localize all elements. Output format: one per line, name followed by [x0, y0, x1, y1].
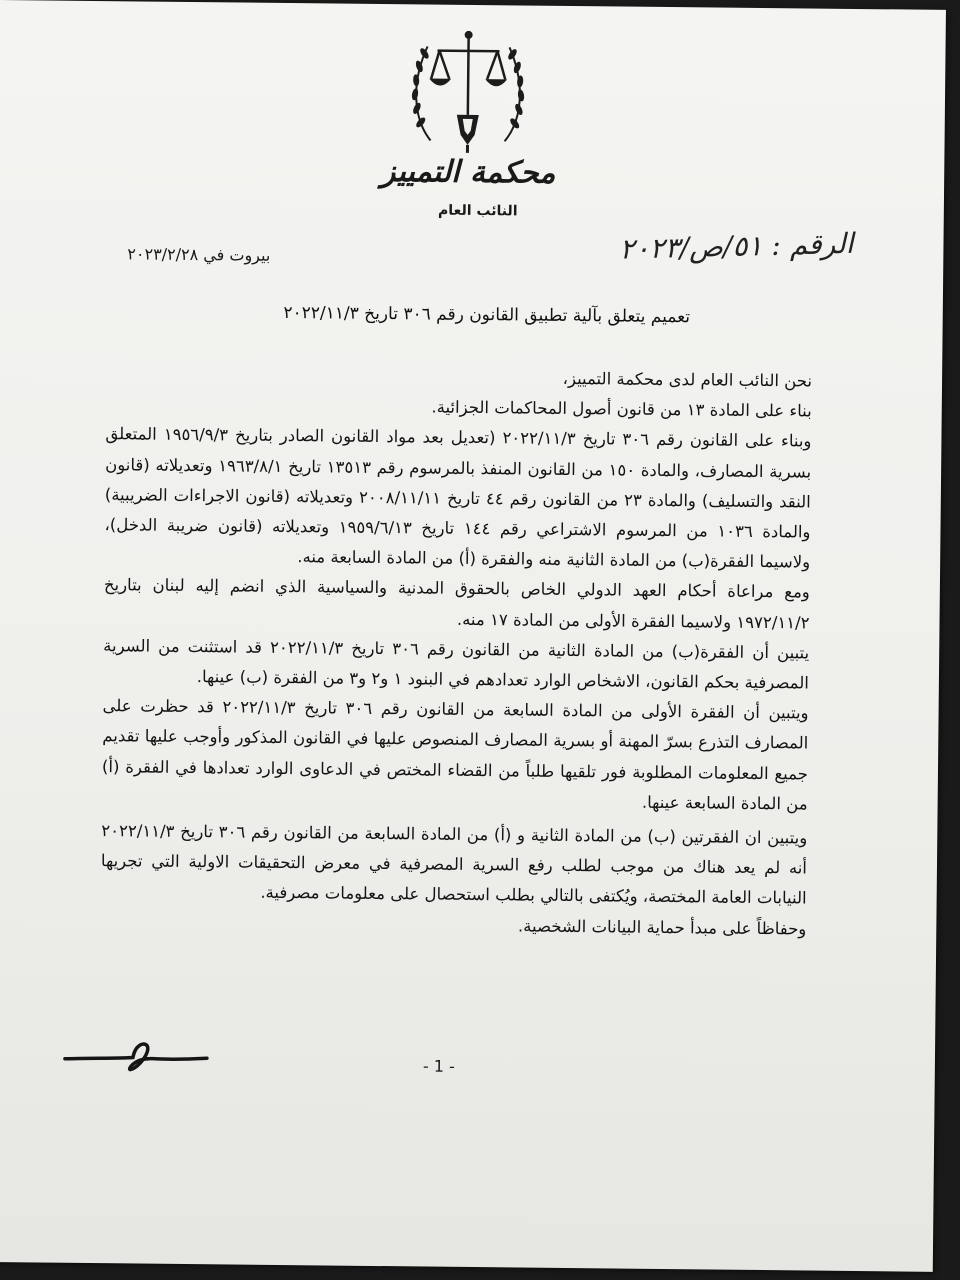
paragraph: وبناء على القانون رقم ٣٠٦ تاريخ ٢٠٢٢/١١/٣ (تعديل بعد مواد القانون الصادر بتاريخ ١٩٥٦/٩/٣ المتعلق بسرية المصارف، والمادة ١٥٠ من القانون المنفذ بالمرسوم رقم ١٣٥١٣ تاريخ ١٩٦٣/٨/١ وتعديلاته (قانون النقد والتسليف) والمادة ٢٣ من القانون رقم ٤٤ تاريخ ٢٠٠٨/١١/١١ وتعديلاته (قانون الاجراءات الضريبية) والمادة ١٠٣٦ من المرسوم الاشتراعي رقم ١٤٤ تاريخ ١٩٥٩/٦/١٣ وتعديلاته (قانون ضريبة الدخل)، ولاسيما الفقرة(ب) من المادة الثانية منه والفقرة (أ) من المادة السابعة منه.	[104, 424, 812, 572]
paragraph: وحفاظاً على مبدأ حماية البيانات الشخصية.	[517, 916, 807, 939]
paragraph: ويتبين ان الفقرتين (ب) من المادة الثانية و (أ) من المادة السابعة من القانون رقم ٣٠٦ تاريخ ٢٠٢٢/١١/٣ أنه لم يعد هناك من موجب لطلب رفع السرية المصرفية في معرض التحقيقات الاولية التي تجريها النيابات العامة المختصة، ويُكتفى بالتالي بطلب استحصال على معلومات مصرفية.	[100, 821, 808, 908]
official-title: النائب العام	[438, 202, 518, 220]
paragraph: ويتبين أن الفقرة الأولى من المادة السابعة من القانون رقم ٣٠٦ تاريخ ٢٠٢٢/١١/٣ قد حظرت على المصارف التذرع بسرّ المهنة أو بسرية المصارف المنصوص عليها في القانون المذكور وأوجب عليها تقديم جميع المعلومات المطلوبة فور تلقيها طلباً من القضاء المختص في الدعاوى الوارد تعدادها في الفقرة (أ) من المادة السابعة عينها.	[101, 696, 809, 814]
place-and-date: بيروت في ٢٠٢٣/٢/٢٨	[127, 244, 271, 265]
paragraph: يتبين أن الفقرة(ب) من المادة الثانية من القانون رقم ٣٠٦ تاريخ ٢٠٢٢/١١/٣ قد استثنت من السرية المصرفية بحكم القانون، الاشخاص الوارد تعدادهم في البنود ١ و٢ و٣ من الفقرة (ب) عينها.	[103, 635, 810, 693]
court-name: محكمة التمييز	[380, 154, 556, 191]
page-number: - 1 -	[422, 1056, 455, 1076]
paragraph: بناء على المادة ١٣ من قانون أصول المحاكمات الجزائية.	[431, 397, 812, 421]
circular-subject: تعميم يتعلق بآلية تطبيق القانون رقم ٣٠٦ تاريخ ٢٠٢٢/١١/٣	[283, 302, 691, 328]
scales-of-justice-emblem-icon	[408, 22, 527, 155]
handwritten-signature	[61, 1037, 209, 1079]
paragraph: ومع مراعاة أحكام العهد الدولي الخاص بالحقوق المدنية والسياسية الذي انضم إليه لبنان بتاريخ ١٩٧٢/١١/٢ ولاسيما الفقرة الأولى من المادة ١٧ منه.	[103, 575, 810, 633]
paragraph: نحن النائب العام لدى محكمة التمييز،	[562, 368, 813, 391]
reference-number: الرقم : ٥١/ص/٢٠٢٣	[619, 226, 854, 266]
circular-body	[100, 359, 812, 944]
